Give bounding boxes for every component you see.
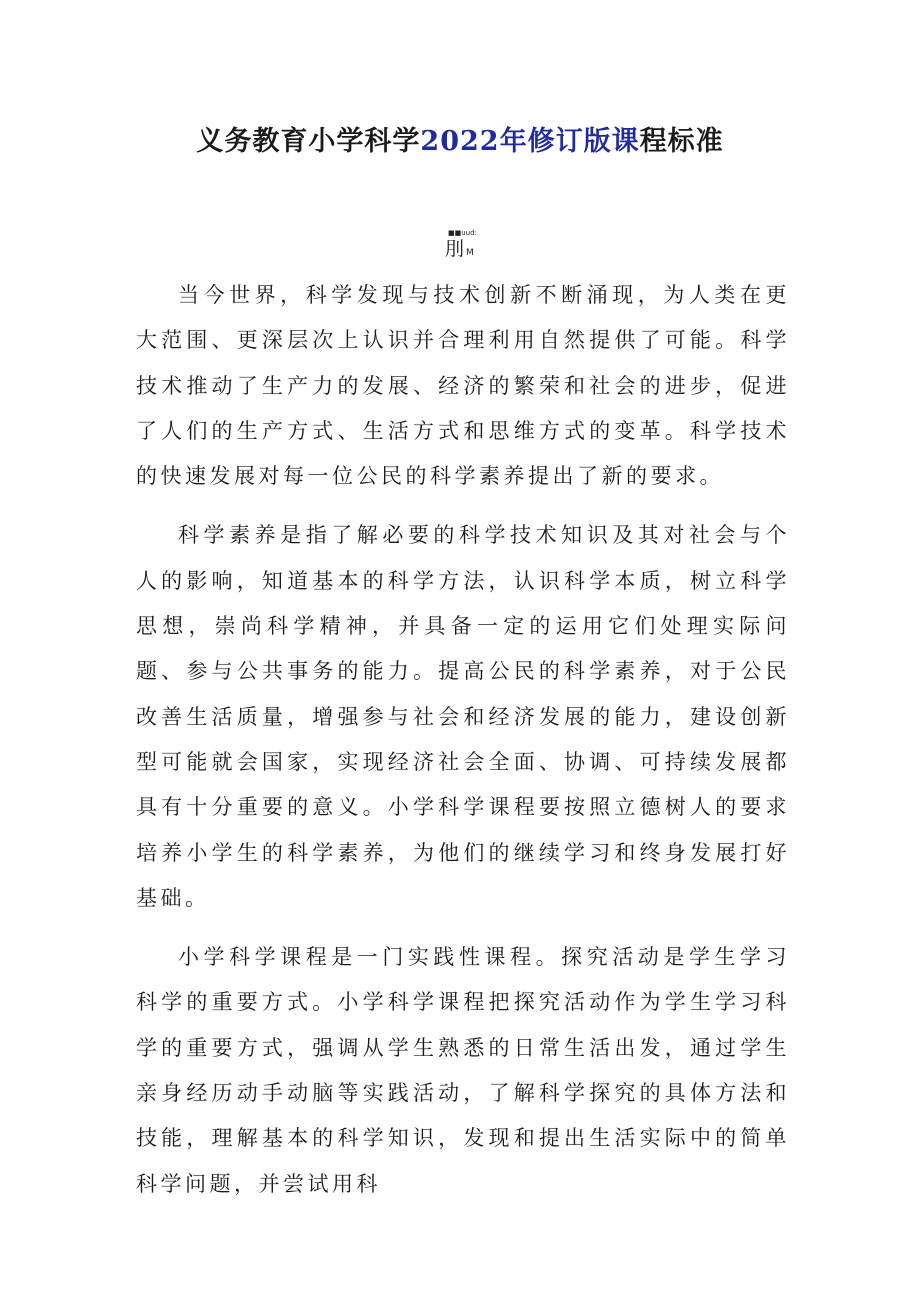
document-body bbox=[136, 273, 790, 1221]
preface-heading bbox=[445, 236, 474, 266]
preface-heading-text: 刖 bbox=[445, 238, 465, 260]
paragraph-1: 当今世界，科学发现与技术创新不断涌现，为人类在更大范围、更深层次上认识并合理利用自然提供了可能。科学技术推动了生产力的发展、经济的繁荣和社会的进步，促进了人们的生产方式、生活方式和思维方式的变革。科学技术的快速发展对每一位公民的科学素养提出了新的要求。 bbox=[136, 283, 790, 489]
paragraph-3: 小学科学课程是一门实践性课程。探究活动是学生学习科学的重要方式。小学科学课程把探究活动作为学生学习科学的重要方式，强调从学生熟悉的日常生活出发，通过学生亲身经历动手动脑等实践活动，了解科学探究的具体方法和技能，理解基本的科学知识，发现和提出生活实际中的简单科学问题，并尝试用科 bbox=[136, 945, 790, 1196]
document-title bbox=[0, 122, 920, 162]
title-prefix: 义务教育小学科学 bbox=[196, 126, 421, 157]
title-suffix: 程标准 bbox=[639, 126, 724, 157]
preface-heading-suffix: M bbox=[466, 248, 474, 258]
preface-artifact-text: ■■uud: bbox=[448, 229, 477, 237]
title-accent: 2022年修订版课 bbox=[420, 126, 640, 157]
paragraph-2: 科学素养是指了解必要的科学技术知识及其对社会与个人的影响，知道基本的科学方法，认识科学本质，树立科学思想，崇尚科学精神，并具备一定的运用它们处理实际问题、参与公共事务的能力。提高公民的科学素养，对于公民改善生活质量，增强参与社会和经济发展的能力，建设创新型可能就会国家，实现经济社会全面、协调、可持续发展都具有十分重要的意义。小学科学课程要按照立德树人的要求培养小学生的科学素养，为他们的继续学习和终身发展打好基础。 bbox=[136, 523, 790, 910]
